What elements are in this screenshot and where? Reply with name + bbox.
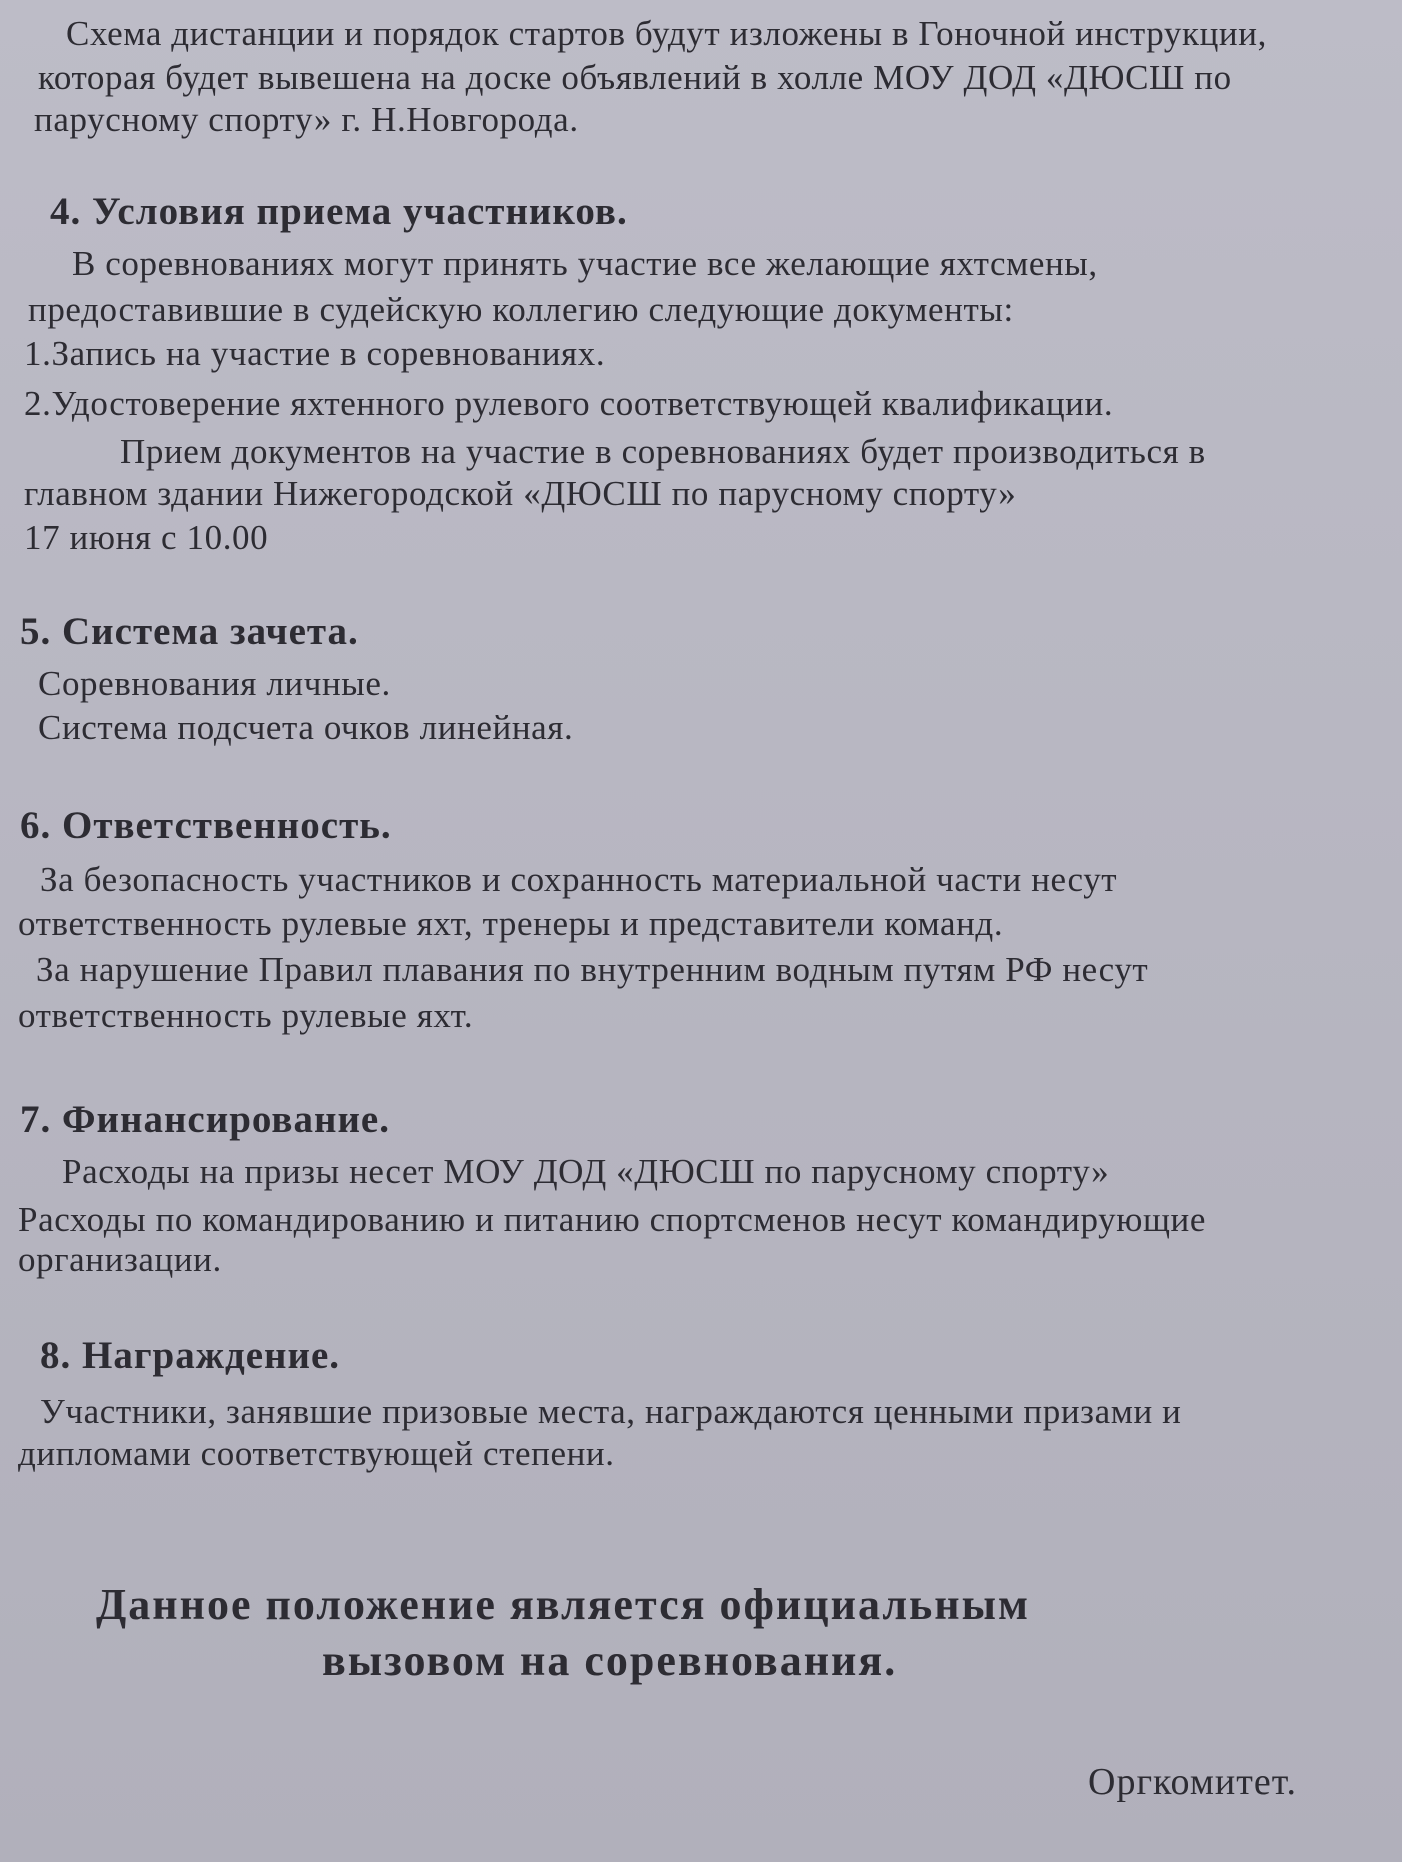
intro-line: которая будет вывешена на доске объявлений в холле МОУ ДОД «ДЮСШ по	[38, 58, 1232, 97]
intro-line: парусному спорту» г. Н.Новгорода.	[34, 100, 579, 139]
section-4-line: 17 июня с 10.00	[24, 518, 269, 557]
section-6-line: ответственность рулевые яхт.	[18, 996, 474, 1035]
section-5-title: 5. Система зачета.	[20, 610, 359, 653]
section-7-line: организации.	[18, 1240, 222, 1279]
section-6-line: За нарушение Правил плавания по внутренним водным путям РФ несут	[36, 950, 1149, 989]
section-7-line: Расходы по командированию и питанию спортсменов несут командирующие	[18, 1200, 1206, 1239]
section-4-line: 1.Запись на участие в соревнованиях.	[24, 334, 606, 373]
section-7-title: 7. Финансирование.	[20, 1098, 390, 1141]
section-5-line: Соревнования личные.	[38, 664, 391, 703]
section-4-title: 4. Условия приема участников.	[50, 190, 628, 233]
section-4-line: В соревнованиях могут принять участие все желающие яхтсмены,	[72, 244, 1098, 283]
section-8-line: Участники, занявшие призовые места, награждаются ценными призами и	[40, 1392, 1182, 1431]
closing-line: Данное положение является официальным	[96, 1580, 1030, 1629]
closing-line: вызовом на соревнования.	[322, 1636, 898, 1685]
section-6-title: 6. Ответственность.	[20, 804, 392, 847]
intro-line: Схема дистанции и порядок стартов будут изложены в Гоночной инструкции,	[66, 14, 1267, 53]
section-6-line: За безопасность участников и сохранность материальной части несут	[40, 860, 1118, 899]
section-6-line: ответственность рулевые яхт, тренеры и представители команд.	[18, 904, 1004, 943]
section-5-line: Система подсчета очков линейная.	[38, 708, 574, 747]
section-4-line: 2.Удостоверение яхтенного рулевого соответствующей квалификации.	[24, 384, 1114, 423]
signature: Оргкомитет.	[1088, 1761, 1297, 1803]
section-7-line: Расходы на призы несет МОУ ДОД «ДЮСШ по парусному спорту»	[62, 1152, 1110, 1191]
section-8-title: 8. Награждение.	[40, 1334, 341, 1377]
section-4-line: Прием документов на участие в соревнованиях будет производиться в	[120, 432, 1206, 471]
section-4-line: главном здании Нижегородской «ДЮСШ по парусному спорту»	[24, 474, 1017, 513]
section-4-line: предоставившие в судейскую коллегию следующие документы:	[28, 290, 1014, 329]
section-8-line: дипломами соответствующей степени.	[18, 1434, 615, 1473]
